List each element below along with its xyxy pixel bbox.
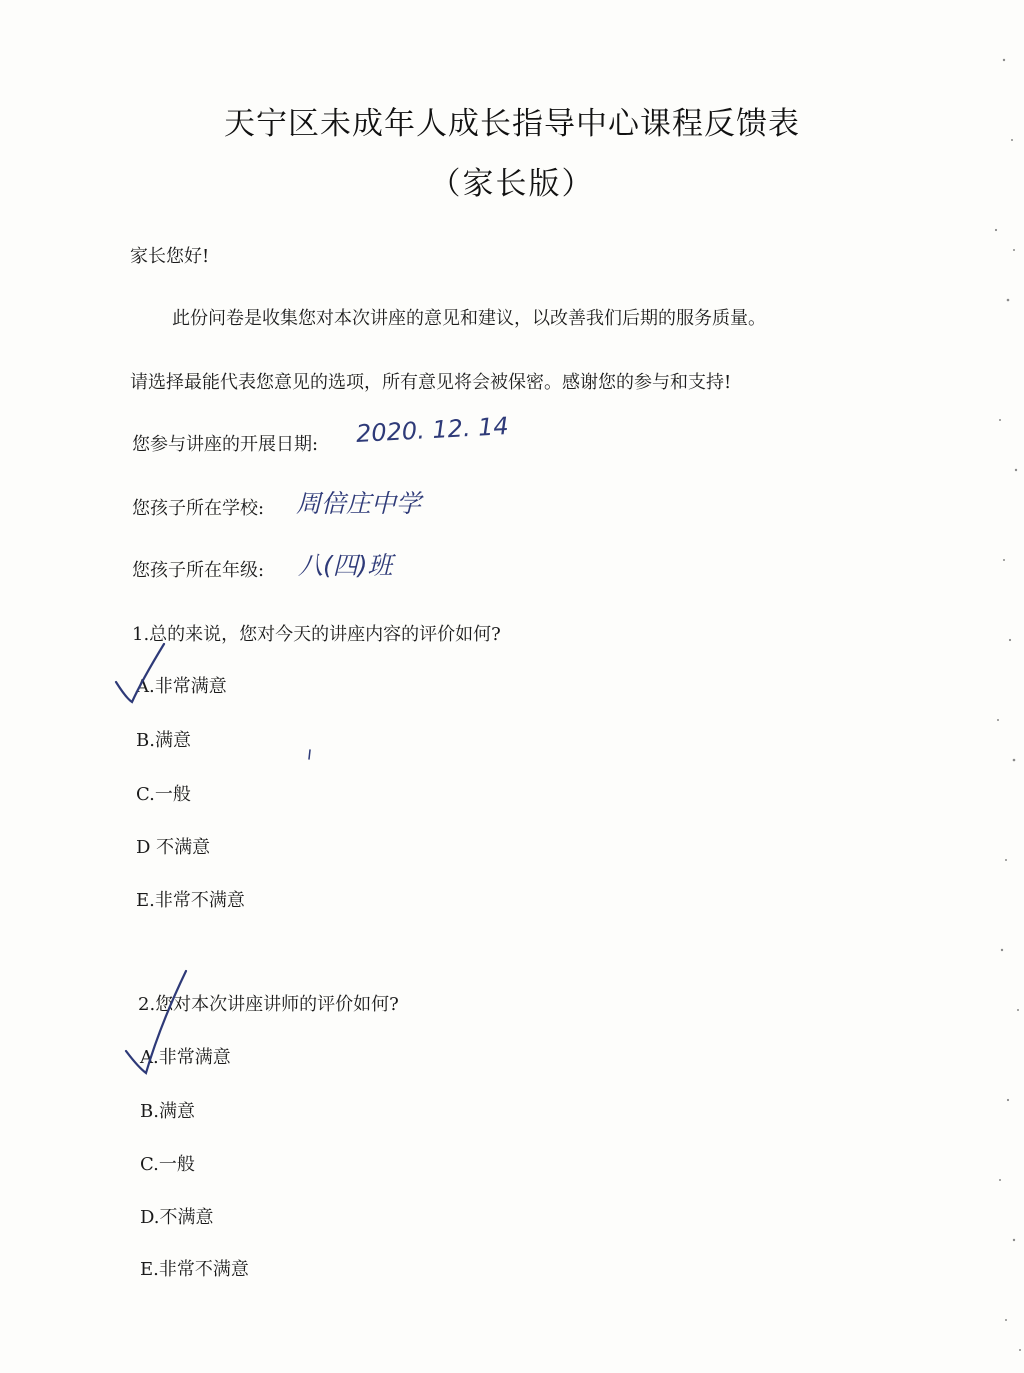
q1-option-c[interactable]: C.一般 [136,784,191,805]
date-value-handwritten: 2020. 12. 14 [355,412,510,448]
q2-option-c[interactable]: C.一般 [140,1154,195,1175]
q2-option-a[interactable]: A.非常满意 [140,1047,231,1068]
scan-edge-noise [934,0,1024,1373]
stray-pen-mark [305,748,315,762]
q2-option-e[interactable]: E.非常不满意 [140,1259,249,1280]
school-value-handwritten: 周倍庄中学 [296,489,422,518]
grade-label: 您孩子所在年级: [132,560,265,581]
form-subtitle: （家长版） [429,166,595,202]
q2-option-b[interactable]: B.满意 [140,1101,195,1122]
q1-option-d[interactable]: D 不满意 [136,837,211,858]
school-label: 您孩子所在学校: [132,498,265,519]
q1-option-a[interactable]: A.非常满意 [136,676,227,697]
question-2-text: 2.您对本次讲座讲师的评价如何? [138,994,399,1015]
q1-checkmark-icon [112,640,172,710]
intro-paragraph-1: 此份问卷是收集您对本次讲座的意见和建议，以改善我们后期的服务质量。 [172,308,766,329]
grade-value-handwritten: 八(四)班 [298,551,393,580]
q2-option-d[interactable]: D.不满意 [140,1207,214,1228]
question-1-text: 1.总的来说，您对今天的讲座内容的评价如何? [132,624,501,645]
intro-paragraph-2: 请选择最能代表您意见的选项，所有意见将会被保密。感谢您的参与和支持! [130,372,732,393]
date-label: 您参与讲座的开展日期: [132,434,319,455]
q1-option-b[interactable]: B.满意 [136,730,191,751]
q1-option-e[interactable]: E.非常不满意 [136,890,245,911]
form-title: 天宁区未成年人成长指导中心课程反馈表 [224,106,800,142]
q2-checkmark-icon [120,965,200,1080]
greeting: 家长您好! [130,246,210,267]
